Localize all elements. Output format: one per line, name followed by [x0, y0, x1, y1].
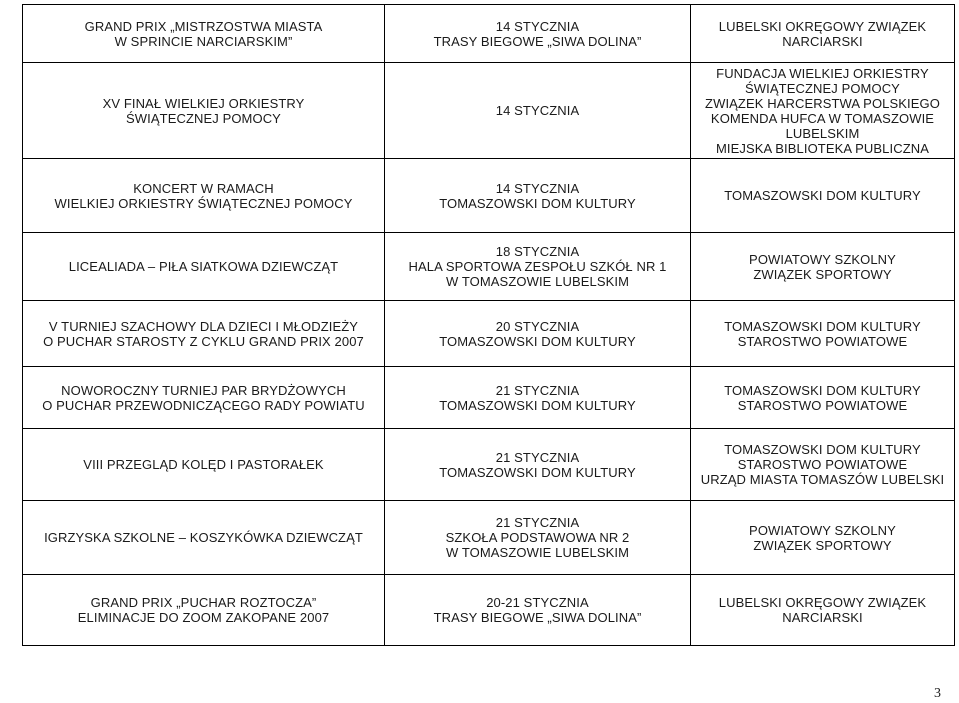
cell-text-line: 21 STYCZNIA — [495, 449, 580, 465]
cell-text-line: TRASY BIEGOWE „SIWA DOLINA” — [433, 610, 642, 625]
table-row — [23, 501, 955, 575]
table-row — [23, 301, 955, 367]
cell-text-line: TOMASZOWSKI DOM KULTURY — [724, 318, 921, 334]
cell-text-line: LICEALIADA – PIŁA SIATKOWA DZIEWCZĄT — [68, 259, 339, 274]
cell-text-line: 21 STYCZNIA — [495, 515, 580, 530]
organizer-cell — [691, 501, 955, 575]
cell-text-line: TRASY BIEGOWE „SIWA DOLINA” — [433, 33, 642, 49]
cell-text-line: MIEJSKA BIBLIOTEKA PUBLICZNA — [715, 140, 930, 156]
cell-text-line: VIII PRZEGLĄD KOLĘD I PASTORAŁEK — [83, 457, 324, 472]
event-name-cell — [23, 429, 385, 501]
cell-text-line: TOMASZOWSKI DOM KULTURY — [724, 382, 921, 398]
event-name-cell — [23, 301, 385, 367]
cell-text-line: 14 STYCZNIA — [495, 18, 580, 34]
organizer-cell — [691, 367, 955, 429]
cell-text-line: O PUCHAR STAROSTY Z CYKLU GRAND PRIX 2007 — [43, 333, 364, 349]
date-place-cell — [385, 5, 691, 63]
cell-text-line: 21 STYCZNIA — [495, 382, 580, 398]
organizer-cell — [691, 301, 955, 367]
cell-text-line: LUBELSKI OKRĘGOWY ZWIĄZEK — [718, 595, 927, 610]
cell-text-line: POWIATOWY SZKOLNY — [749, 251, 896, 267]
date-place-cell — [385, 367, 691, 429]
cell-text-line: LUBELSKI OKRĘGOWY ZWIĄZEK — [718, 18, 927, 34]
cell-text-line: 20 STYCZNIA — [495, 318, 580, 334]
cell-text-line: 18 STYCZNIA — [495, 244, 580, 259]
cell-text-line: IGRZYSKA SZKOLNE – KOSZYKÓWKA DZIEWCZĄT — [44, 530, 363, 545]
cell-text-line: TOMASZOWSKI DOM KULTURY — [439, 333, 636, 349]
cell-text-line: GRAND PRIX „PUCHAR ROZTOCZA” — [90, 595, 317, 610]
cell-text-line: 14 STYCZNIA — [495, 103, 580, 118]
cell-text-line: URZĄD MIASTA TOMASZÓW LUBELSKI — [700, 472, 945, 487]
cell-text-line: ŚWIĄTECZNEJ POMOCY — [745, 80, 900, 96]
cell-text-line: KOMENDA HUFCA W TOMASZOWIE — [710, 110, 935, 126]
page-number: 3 — [934, 686, 941, 701]
event-name-cell — [23, 5, 385, 63]
cell-text-line: TOMASZOWSKI DOM KULTURY — [439, 464, 636, 480]
event-name-cell — [23, 159, 385, 233]
cell-text-line: NARCIARSKI — [782, 610, 863, 625]
organizer-cell — [691, 233, 955, 301]
event-name-cell — [23, 233, 385, 301]
organizer-cell — [691, 575, 955, 646]
cell-text-line: W TOMASZOWIE LUBELSKIM — [445, 274, 630, 289]
organizer-cell — [691, 429, 955, 501]
table-row — [23, 5, 955, 63]
cell-text-line: 20-21 STYCZNIA — [486, 595, 589, 610]
cell-text-line: ZWIĄZEK SPORTOWY — [753, 266, 892, 282]
cell-text-line: SZKOŁA PODSTAWOWA NR 2 — [445, 530, 630, 545]
cell-text-line: NOWOROCZNY TURNIEJ PAR BRYDŻOWYCH — [61, 382, 346, 398]
date-place-cell — [385, 501, 691, 575]
cell-text-line: FUNDACJA WIELKIEJ ORKIESTRY — [716, 65, 929, 81]
date-place-cell — [385, 429, 691, 501]
cell-text-line: STAROSTWO POWIATOWE — [737, 333, 908, 349]
cell-text-line: WIELKIEJ ORKIESTRY ŚWIĄTECZNEJ POMOCY — [54, 195, 353, 211]
table-row — [23, 367, 955, 429]
table-row — [23, 429, 955, 501]
table-row — [23, 159, 955, 233]
cell-text-line: W TOMASZOWIE LUBELSKIM — [445, 545, 630, 560]
cell-text-line: LUBELSKIM — [785, 125, 860, 141]
cell-text-line: GRAND PRIX „MISTRZOSTWA MIASTA — [84, 18, 323, 34]
cell-text-line: POWIATOWY SZKOLNY — [749, 522, 896, 538]
cell-text-line: ZWIĄZEK SPORTOWY — [753, 537, 892, 553]
event-name-cell — [23, 575, 385, 646]
organizer-cell — [691, 63, 955, 159]
cell-text-line: V TURNIEJ SZACHOWY DLA DZIECI I MŁODZIEŻY — [48, 318, 359, 334]
cell-text-line: ZWIĄZEK HARCERSTWA POLSKIEGO — [705, 95, 940, 111]
cell-text-line: TOMASZOWSKI DOM KULTURY — [439, 195, 636, 211]
cell-text-line: HALA SPORTOWA ZESPOŁU SZKÓŁ NR 1 — [408, 259, 667, 274]
cell-text-line: KONCERT W RAMACH — [133, 180, 274, 196]
cell-text-line: XV FINAŁ WIELKIEJ ORKIESTRY — [102, 95, 305, 111]
cell-text-line: 14 STYCZNIA — [495, 180, 580, 196]
date-place-cell — [385, 301, 691, 367]
table-row — [23, 63, 955, 159]
cell-text-line: STAROSTWO POWIATOWE — [737, 457, 908, 472]
table-row — [23, 233, 955, 301]
organizer-cell — [691, 159, 955, 233]
date-place-cell — [385, 575, 691, 646]
cell-text-line: ELIMINACJE DO ZOOM ZAKOPANE 2007 — [77, 610, 330, 625]
cell-text-line: W SPRINCIE NARCIARSKIM” — [114, 33, 293, 49]
events-table — [22, 4, 955, 646]
organizer-cell — [691, 5, 955, 63]
cell-text-line: ŚWIĄTECZNEJ POMOCY — [126, 110, 281, 126]
cell-text-line: TOMASZOWSKI DOM KULTURY — [724, 188, 921, 203]
event-name-cell — [23, 63, 385, 159]
events-table-body — [23, 5, 955, 646]
date-place-cell — [385, 63, 691, 159]
date-place-cell — [385, 233, 691, 301]
event-name-cell — [23, 367, 385, 429]
date-place-cell — [385, 159, 691, 233]
cell-text-line: STAROSTWO POWIATOWE — [737, 397, 908, 413]
table-row — [23, 575, 955, 646]
event-name-cell — [23, 501, 385, 575]
cell-text-line: NARCIARSKI — [782, 33, 863, 49]
cell-text-line: O PUCHAR PRZEWODNICZĄCEGO RADY POWIATU — [42, 397, 365, 413]
cell-text-line: TOMASZOWSKI DOM KULTURY — [439, 397, 636, 413]
cell-text-line: TOMASZOWSKI DOM KULTURY — [724, 442, 921, 457]
